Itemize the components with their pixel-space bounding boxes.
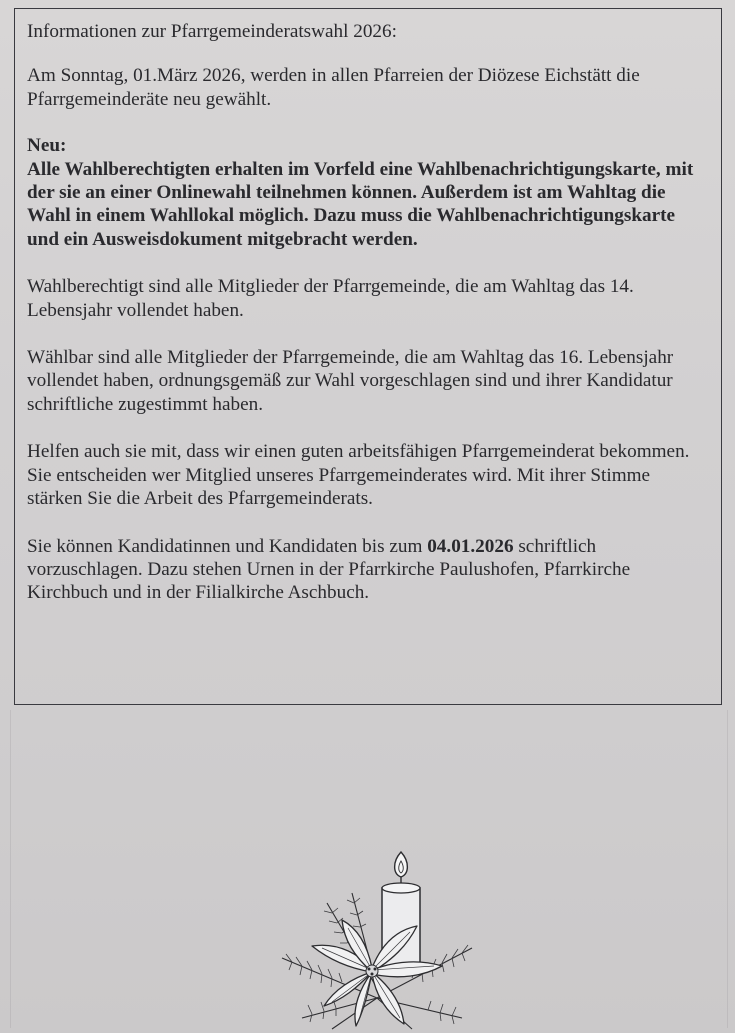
election-date-paragraph: Am Sonntag, 01.März 2026, werden in allen Pfarreien der Diözese Eichstätt die Pfarrgemeinderäte neu gewählt. [27,65,640,110]
nomination-paragraph [27,535,709,605]
notice-title: Informationen zur Pfarrgemeinderatswahl 2026: [27,21,397,42]
nomination-text-end: schriftlich vorzuschlagen. Dazu stehen Urnen in der Pfarrkirche Paulushofen, Pfarrkirche Kirchbuch und in der Filialkirche Aschbuch. [27,535,631,604]
voting-eligibility-paragraph: Wahlberechtigt sind alle Mitglieder der Pfarrgemeinde, die am Wahltag das 14. Lebensjahr vollendet haben. [27,276,634,321]
new-online-vote-paragraph: Alle Wahlberechtigten erhalten im Vorfeld eine Wahlbenachrichtigungskarte, mit der sie an einer Onlinewahl teilnehmen können. Außerdem ist am Wahltag die Wahl in einem Wahllokal möglich. Dazu muss die Wahlbenachrichtigungskarte und ein Ausweisdokument mitgebracht werden. [27,158,694,250]
candle-icon [272,848,482,1030]
appeal-paragraph: Helfen auch sie mit, dass wir einen guten arbeitsfähigen Pfarrgemeinderat bekommen. Sie entscheiden wer Mitglied unseres Pfarrgemeinderates wird. Mit ihrer Stimme stärken Sie die Arbeit des Pfarrgemeinderats. [27,441,690,510]
nomination-text-start: Sie können Kandidatinnen und Kandidaten bis zum [27,535,428,557]
nomination-deadline: 04.01.2026 [427,535,514,557]
candidate-eligibility-paragraph: Wählbar sind alle Mitglieder der Pfarrgemeinde, die am Wahltag das 16. Lebensjahr vollendet haben, ordnungsgemäß zur Wahl vorgeschlagen sind und ihrer Kandidatur schriftliche zugestimmt haben. [27,347,674,415]
new-heading: Neu: [27,135,67,157]
info-notice-box [14,8,722,705]
